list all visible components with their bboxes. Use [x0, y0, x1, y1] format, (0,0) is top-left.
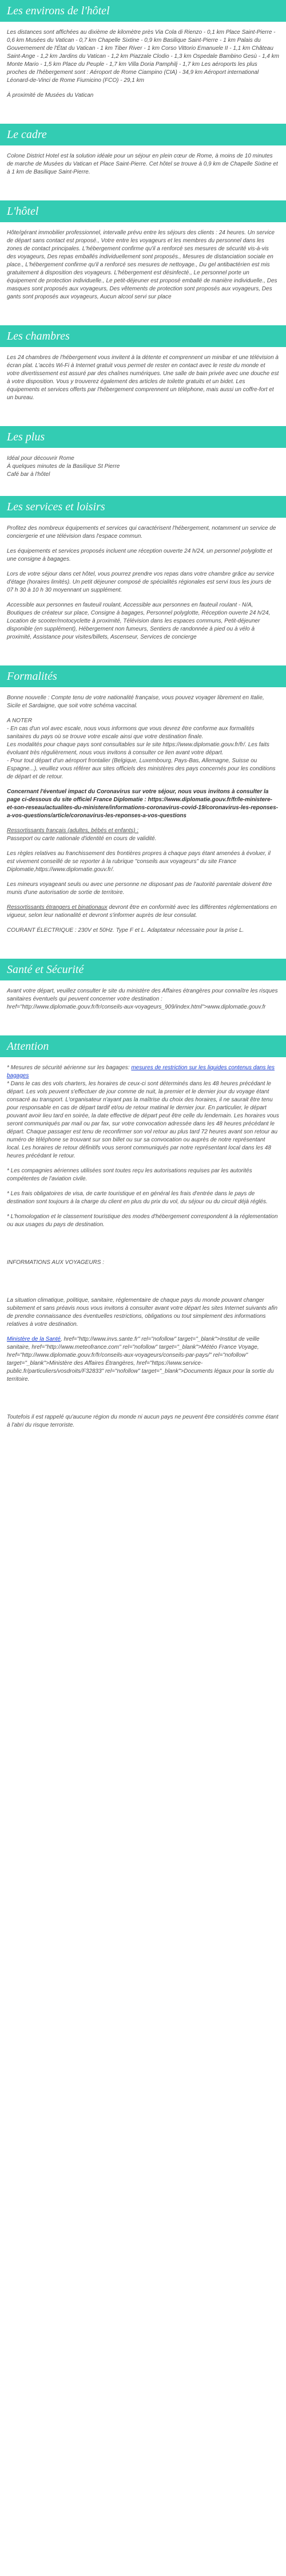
section-title-cadre: Le cadre: [0, 124, 286, 145]
formalites-coronavirus: Concernant l'éventuel impact du Coronavirus sur votre séjour, nous vous invitons à consulter la page ci-dessous du site officiel France Diplomatie : https://www.diplomatie.gouv.fr/fr/le-ministere-et-son-reseau/actualites-du-ministere/informations-coronavirus-covid-19/coronavirus-les-reponses-a-vos-questions/article/coronavirus-les-reponses-a-vos-questions: [7, 789, 279, 819]
section-plus: [0, 426, 286, 496]
environs-distances: Les distances sont affichées au dixième de kilomètre près Via Cola di Rienzo - 0,1 km Place Saint-Pierre - 0,6 km Musées du Vatican - 0,7 km Chapelle Sixtine - 0,9 km Basilique Saint-Pierre - 1 km Palais du Gouvernement de l'État du Vatican - 1 km Tiber River - 1 km Corso Vittorio Emanuele II - 1,1 km Château Saint-Ange - 1,2 km Jardins du Vatican - 1,2 km Piazzale Clodio - 1,3 km Ospedale Bambino Gesù - 1,4 km Monte Mario - 1,5 km Place du Peuple - 1,7 km Villa Doria Pamphilj - 1,7 km Les aéroports les plus proches de l'hébergement sont : Aéroport de Rome Ciampino (CIA) - 34,9 km Aéroport international Léonard-de-Vinci de Rome Fiumicino (FCO) - 29,1 km: [7, 29, 279, 84]
section-title-formalites: Formalités: [0, 665, 286, 687]
cadre-text: Colone District Hotel est la solution idéale pour un séjour en plein cœur de Rome, à moins de 10 minutes de marche de Musées du Vatican et Place Saint-Pierre. Cet hôtel se trouve à 0,9 km de Chapelle Sixtine et à 1 km de Basilique Saint-Pierre.: [7, 153, 278, 175]
section-cadre: [0, 124, 286, 200]
plus-item: À quelques minutes de la Basilique St Pierre: [7, 463, 120, 470]
sante-text: Avant votre départ, veuillez consulter le site du ministère des Affaires étrangères pour connaître les risques sanitaires éventuels qui peuvent concerner votre destination : href="http://www.diplomatie.gouv.fr/fr/conseils-aux-voyageurs_909/index.html">www.diplomatie.gouv.fr: [7, 988, 278, 1010]
section-chambres: [0, 325, 286, 426]
section-title-attention: Attention: [0, 1035, 286, 1057]
section-body-chambres: [0, 354, 286, 402]
attention-links-text: , href="http://www.invs.sante.fr" rel="nofollow" target="_blank">Institut de veille sanitaire, href="http://www.meteofrance.com" rel="nofollow" target="_blank">Météo France Voyage, href="http://www.diplomatie.gouv.fr/fr/conseils-aux-voyageurs/conseils-par-pays/" rel="nofollow" target="_blank">Ministère des Affaires Étrangères, href="https://www.service-public.fr/particuliers/vosdroits/F32833" rel="nofollow" target="_blank">Documents légaux pour la sortie du territoire.: [7, 1336, 274, 1382]
services-text-3: Lors de votre séjour dans cet hôtel, vous pourrez prendre vos repas dans votre chambre grâce au service d'étage (horaires limités). Un petit déjeuner composé de spécialités régionales est servi tous les jours de 07 h 30 à 10 h 30 moyennant un supplément.: [7, 571, 275, 593]
section-title-environs: Les environs de l'hôtel: [0, 0, 286, 22]
formalites-french-nationals-text: Passeport ou carte nationale d'identité en cours de validité.: [7, 836, 157, 842]
attention-links: [7, 1336, 279, 1384]
services-text-4: Accessible aux personnes en fauteuil roulant, Accessible aux personnes en fauteuil roulant - N/A, Boutiques de créateur sur place, Consigne à bagages, Personnel polyglotte, Réception ouverte 24 h/24, Location de scooter/motocyclette à proximité, Télévision dans les espaces communs, Petit-déjeuner disponible (en supplément), Hébergement non fumeurs, Sentiers de randonnée à pied ou à vélo à proximité, Assistance pour visites/billets, Ascenseur, Services de concierge: [7, 602, 271, 640]
attention-security: [7, 1064, 279, 1160]
services-text-2: Les équipements et services proposés incluent une réception ouverte 24 h/24, un personnel polyglotte et une consigne à bagages.: [7, 548, 272, 562]
formalites-rules: Les règles relatives au franchissement des frontières propres à chaque pays étant amenées à évoluer, il est vivement conseillé de se reporter à la rubrique "conseils aux voyageurs" du site France Diplomatie,https://www.diplomatie.gouv.fr/.: [7, 850, 271, 873]
section-attention: [0, 1035, 286, 1454]
section-formalites: [0, 665, 286, 959]
chambres-text: Les 24 chambres de l'hébergement vous invitent à la détente et comprennent un minibar et une télévision à écran plat. L'accès Wi-Fi à Internet gratuit vous permet de rester en contact avec le reste du monde et votre divertissement est assuré par des chaînes numériques. Une salle de bain privée avec une douche est à votre disposition. Vous y trouverez également des articles de toilette gratuits et un bidet. Les équipements et services offerts par l'hébergement comprennent un téléphone, mais aussi un coffre-fort et un bureau.: [7, 355, 279, 401]
formalites-note: [7, 717, 279, 781]
environs-proximity: À proximité de Musées du Vatican: [7, 92, 94, 99]
formalites-text-1: Bonne nouvelle : Compte tenu de votre nationalité française, vous pouvez voyager librement en Italie, Sicile et Sardaigne, que soit votre schéma vaccinal.: [7, 695, 264, 709]
section-environs: [0, 0, 286, 124]
formalites-foreigners-title: Ressortissants étrangers et binationaux: [7, 904, 108, 911]
services-text-1: Profitez des nombreux équipements et services qui caractérisent l'hébergement, notamment un service de conciergerie et une télévision dans l'espace commun.: [7, 525, 276, 539]
section-hotel: [0, 200, 286, 325]
section-title-hotel: L'hôtel: [0, 200, 286, 222]
section-body-cadre: [0, 152, 286, 176]
spacer: [7, 1391, 279, 1413]
hotel-text: Hôte/gérant immobilier professionnel, intervalle prévu entre les séjours des clients : 24 heures. Un service de départ sans contact est proposé., Votre entre les voyageurs et les membres du personnel dans les zones de contact principales. L'hébergement confirme qu'il a renforcé ses mesures de sécurité vis-à-vis des voyageurs, Des repas emballés individuellement sont proposés., Mesures de distanciation sociale en place., L'hébergement confirme qu'il a renforcé ses mesures de nettoyage., Du gel antibactérien est mis gratuitement à disposition des voyageurs. L'hébergement est désinfecté., Le personnel porte un équipement de protection individuelle., Le petit-déjeuner est proposé emballé de manière individuelle., Des masques sont proposés aux voyageurs, Des vêtements de protection sont proposés aux voyageurs, Des gants sont proposés aux voyageurs, Aucun alcool servi sur place: [7, 230, 277, 300]
section-body-attention: [0, 1064, 286, 1429]
attention-homologation: * L'homologation et le classement touristique des modes d'hébergement correspondent à la réglementation ou aux usages du pays de destination.: [7, 1214, 278, 1228]
plus-item: Café bar à l'hôtel: [7, 471, 50, 478]
attention-airlines: * Les compagnies aériennes utilisées sont toutes reçu les autorisations requises par les autorités compétentes de l'aviation civile.: [7, 1168, 252, 1182]
formalites-note-1: - En cas d'un vol avec escale, nous vous informons que vous devrez être conforme aux formalités sanitaires du pays où se trouve votre escale ainsi que votre destination finale.: [7, 726, 255, 740]
attention-info-title: INFORMATIONS AUX VOYAGEURS :: [7, 1259, 105, 1266]
liquids-restriction-link[interactable]: mesures de restriction sur les liquides contenus dans les bagages: [7, 1065, 275, 1079]
attention-fees: * Les frais obligatoires de visa, de carte touristique et en général les frais d'entrée dans le pays de destination sont toujours à la charge du client en plus du prix du vol, du séjour ou du circuit déjà réglés.: [7, 1191, 268, 1205]
section-title-sante: Santé et Sécurité: [0, 959, 286, 980]
section-sante: [0, 959, 286, 1035]
attention-charters: * Dans le cas des vols charters, les horaires de ceux-ci sont déterminés dans les 48 heures précédant le départ. Les vols peuvent s'effectuer de jour comme de nuit, la premier et le dernier jour du voyage étant consacré au transport. L'organisateur n'ayant pas la maîtrise du choix des horaires, il ne saurait être tenu pour responsable en cas de départ tardif et/ou de retour matinal le dernier jour. En particulier, le départ pouvant avoir lieu tard en soirée, la date effective de départ peut être celle du lendemain. Les horaires vous seront communiqués par mail ou par fax, sur votre convocation adressée dans les 48 heures précédant le départ. Chaque passager est tenu de reconfirmer son vol retour au plus tard 72 heures avant son retour au numéro de téléphone se trouvant sur son billet ou sur sa convocation ou auprès de notre représentant local. Les horaires de retour définitifs vous seront communiqués par notre représentant local dans les 48 heures précédant le retour.: [7, 1081, 279, 1159]
spacer: [7, 1274, 279, 1297]
formalites-note-title: A NOTER: [7, 718, 33, 724]
section-title-plus: Les plus: [0, 426, 286, 448]
section-body-services: [0, 525, 286, 641]
formalites-foreigners-text: devront être en conformité avec les différentes réglementations en vigueur, selon leur nationalité et devront s'informer auprès de leur consulat.: [7, 904, 277, 919]
section-body-formalites: [0, 694, 286, 935]
formalites-electric: COURANT ÉLECTRIQUE : 230V et 50Hz. Type F et L. Adaptateur nécessaire pour la prise L.: [7, 927, 244, 933]
section-title-chambres: Les chambres: [0, 325, 286, 347]
formalites-french-nationals: [7, 827, 279, 843]
ministry-health-link[interactable]: Ministère de la Santé: [7, 1336, 61, 1342]
attention-info-text: La situation climatique, politique, sanitaire, réglementaire de chaque pays du monde pouvant changer subitement et sans préavis nous vous invitons à consulter avant votre départ les sites Internet suivants afin de prendre connaissance des éventuelles restrictions, obligations ou tout simplement des informations relatives à votre destination.: [7, 1297, 278, 1328]
formalites-foreigners: [7, 904, 279, 920]
attention-terror: Toutefois il est rappelé qu'aucune région du monde ni aucun pays ne peuvent être considérés comme étant à l'abri du risque terroriste.: [7, 1414, 279, 1428]
section-body-plus: [0, 455, 286, 479]
formalites-minors: Les mineurs voyageant seuls ou avec une personne ne disposant pas de l'autorité parentale doivent être munis d'une autorisation de sortie de territoire.: [7, 881, 272, 896]
plus-item: Idéal pour découvrir Rome: [7, 455, 74, 462]
section-body-hotel: [0, 229, 286, 301]
formalites-note-2: Les modalités pour chaque pays sont consultables sur le site https://www.diplomatie.gouv.fr/fr/. Les faits évoluant très régulièrement, nous vous invitons à consulter ce lien avant votre départ.: [7, 742, 269, 756]
section-body-sante: [0, 987, 286, 1011]
section-services: [0, 496, 286, 665]
section-body-environs: [0, 29, 286, 100]
formalites-french-nationals-title: Ressortissants français (adultes, bébés et enfants) :: [7, 828, 139, 834]
section-title-services: Les services et loisirs: [0, 496, 286, 518]
attention-security-label: * Mesures de sécurité aérienne sur les bagages:: [7, 1065, 132, 1071]
formalites-note-3: - Pour tout départ d'un aéroport frontalier (Belgique, Luxembourg, Pays-Bas, Allemagne, Suisse ou Espagne...), veuillez vous référer aux sites officiels des ministères des pays concernés pour les conditions de départ et de retour.: [7, 758, 276, 780]
spacer: [7, 1236, 279, 1259]
